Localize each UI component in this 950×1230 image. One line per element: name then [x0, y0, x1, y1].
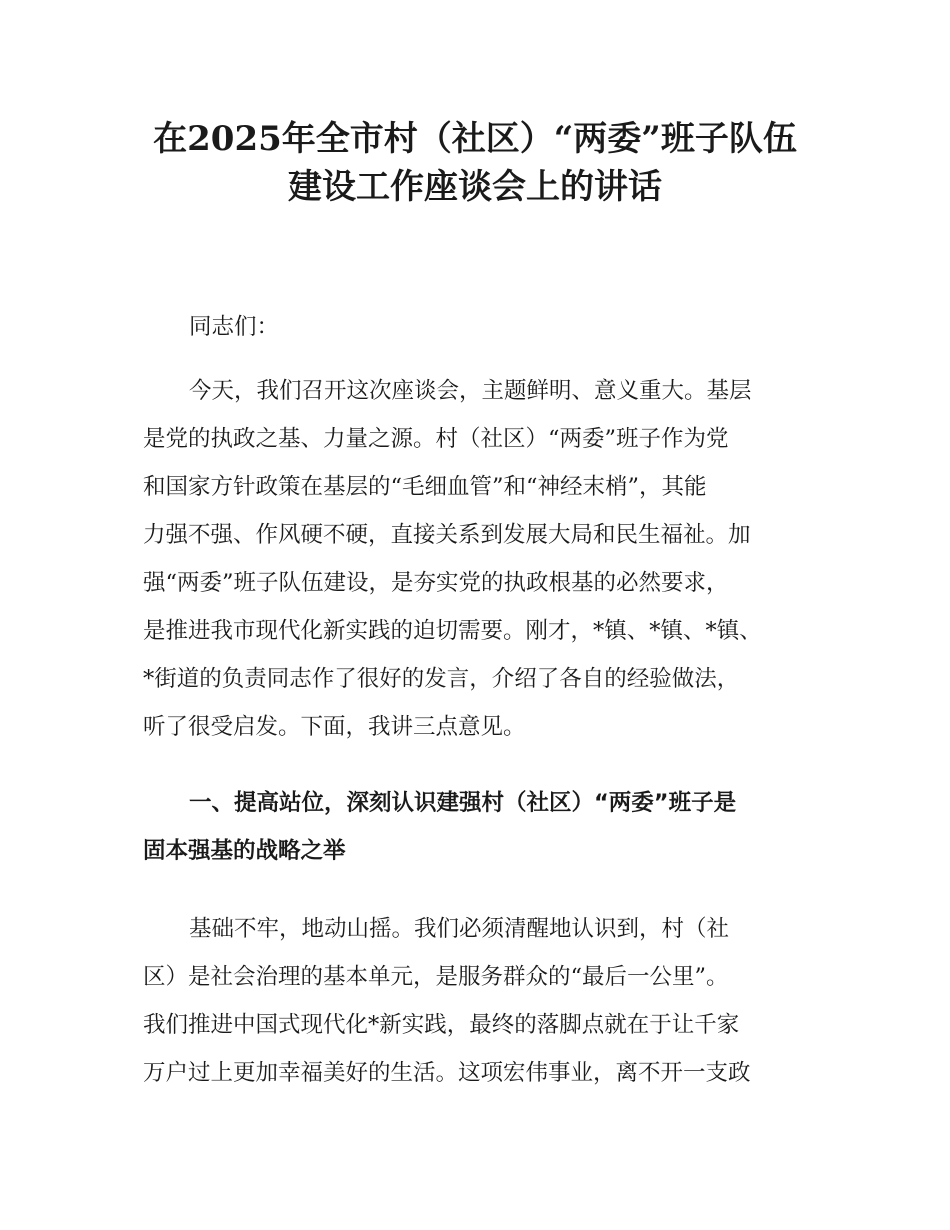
body-line: *街道的负责同志作了很好的发言，介绍了各自的经验做法， [143, 666, 740, 692]
body-line: 强“两委”班子队伍建设，是夯实党的执政根基的必然要求， [143, 570, 729, 596]
document-title-line-2: 建设工作座谈会上的讲话 [288, 167, 662, 207]
document-title-line-1: 在2025年全市村（社区）“两委”班子队伍 [153, 119, 797, 159]
body-line: 今天，我们召开这次座谈会，主题鲜明、意义重大。基层 [189, 378, 752, 404]
body-line: 区）是社会治理的基本单元，是服务群众的“最后一公里”。 [143, 964, 729, 990]
body-line: 基础不牢，地动山摇。我们必须清醒地认识到，村（社 [189, 916, 730, 942]
body-line: 我们推进中国式现代化*新实践，最终的落脚点就在于让千家 [143, 1012, 740, 1038]
salutation: 同志们： [189, 314, 280, 340]
section-heading-1-cont: 固本强基的战略之举 [143, 838, 346, 864]
section-heading-1: 一、提高站位，深刻认识建强村（社区）“两委”班子是 [189, 790, 737, 816]
body-line: 是党的执政之基、力量之源。村（社区）“两委”班子作为党 [143, 426, 729, 452]
body-line: 是推进我市现代化新实践的迫切需要。刚才，*镇、*镇、*镇、 [143, 618, 762, 644]
body-line: 和国家方针政策在基层的“毛细血管”和“神经末梢”，其能 [143, 474, 707, 500]
body-line: 万户过上更加幸福美好的生活。这项宏伟事业，离不开一支政 [143, 1060, 751, 1086]
body-line: 听了很受启发。下面，我讲三点意见。 [143, 714, 526, 740]
body-line: 力强不强、作风硬不硬，直接关系到发展大局和民生福祉。加 [143, 522, 751, 548]
